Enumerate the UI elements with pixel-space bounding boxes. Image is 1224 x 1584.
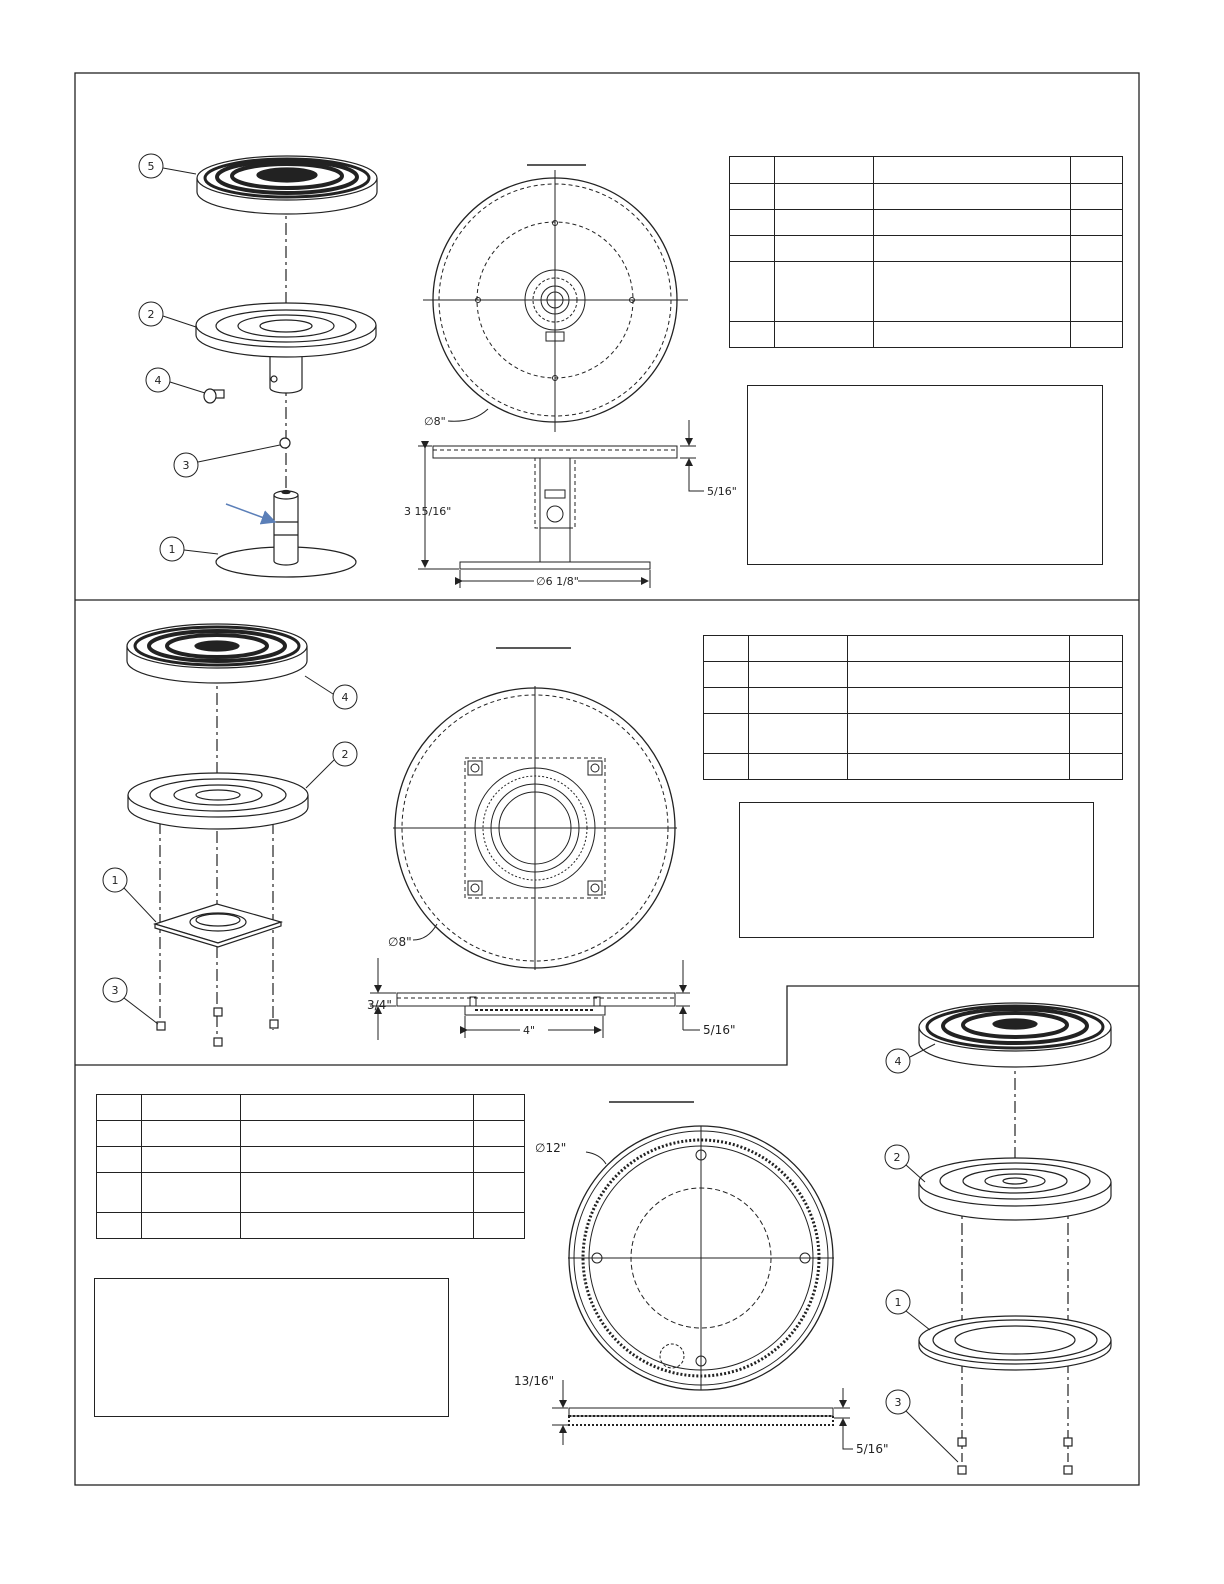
svg-text:2: 2 xyxy=(893,1151,901,1164)
balloon-3 xyxy=(103,978,158,1024)
dim-thickness: 5/16" xyxy=(707,485,737,498)
part-2-turntable xyxy=(196,303,376,393)
balloons-top xyxy=(139,154,280,561)
svg-text:3: 3 xyxy=(182,459,190,472)
balloon-4 xyxy=(305,676,357,709)
section-view-top xyxy=(404,420,737,588)
part-3-ball xyxy=(280,438,290,448)
notes-box-top xyxy=(747,385,1103,565)
balloon-5 xyxy=(139,154,196,178)
section-middle xyxy=(103,624,735,1046)
part-1-base-post xyxy=(216,491,356,578)
balloon-1 xyxy=(886,1290,930,1330)
plan-view-top xyxy=(423,165,688,432)
svg-text:3: 3 xyxy=(111,984,119,997)
balloon-1 xyxy=(103,868,156,922)
svg-text:4: 4 xyxy=(894,1055,902,1068)
dim-top-diameter: ∅12" xyxy=(535,1141,567,1155)
dim-base-diameter: ∅6 1/8" xyxy=(536,575,579,588)
balloon-1 xyxy=(160,537,218,561)
bom-table-middle xyxy=(703,635,1123,780)
svg-text:4: 4 xyxy=(154,374,162,387)
dim-width: 4" xyxy=(523,1024,536,1037)
part-3-bolts xyxy=(958,1438,1072,1474)
exploded-view-top xyxy=(196,156,377,577)
plan-view-middle xyxy=(388,648,677,970)
svg-text:1: 1 xyxy=(168,543,176,556)
svg-text:2: 2 xyxy=(341,748,349,761)
balloons-bottom xyxy=(885,1044,958,1462)
bom-table-top xyxy=(729,156,1123,348)
dim-thickness: 5/16" xyxy=(856,1442,889,1456)
part-1-bearing-ring xyxy=(919,1316,1111,1370)
notes-box-middle xyxy=(739,802,1094,938)
section-view-middle xyxy=(367,958,735,1040)
dim-height: 13/16" xyxy=(514,1374,555,1388)
dim-top-diameter: ∅8" xyxy=(388,935,412,949)
section-top xyxy=(139,154,737,588)
balloon-4 xyxy=(146,368,205,393)
plan-view-bottom xyxy=(535,1102,834,1390)
dim-height: 3 15/16" xyxy=(404,505,452,518)
svg-text:3: 3 xyxy=(894,1396,902,1409)
svg-text:4: 4 xyxy=(341,691,349,704)
notes-box-bottom xyxy=(94,1278,449,1417)
dim-thickness: 5/16" xyxy=(703,1023,736,1037)
svg-text:5: 5 xyxy=(147,160,155,173)
part-4-set-screw xyxy=(204,389,224,403)
svg-text:1: 1 xyxy=(111,874,119,887)
svg-text:1: 1 xyxy=(894,1296,902,1309)
balloon-2 xyxy=(306,742,357,788)
balloons-middle xyxy=(103,676,357,1024)
balloon-4 xyxy=(886,1044,935,1073)
balloon-3 xyxy=(886,1390,958,1462)
exploded-view-middle xyxy=(127,624,308,1046)
balloon-3 xyxy=(174,445,280,477)
part-2-turntable xyxy=(919,1158,1111,1220)
part-2-turntable xyxy=(128,773,308,829)
part-4-top-plate xyxy=(919,1003,1111,1067)
section-bottom xyxy=(514,1003,1111,1474)
svg-text:2: 2 xyxy=(147,308,155,321)
balloon-2 xyxy=(139,302,196,327)
dim-top-diameter: ∅8" xyxy=(424,415,446,428)
balloon-2 xyxy=(885,1145,925,1182)
part-4-top-plate xyxy=(127,624,307,683)
part-1-bearing-plate xyxy=(155,904,281,947)
dim-height: 3/4" xyxy=(367,998,392,1012)
bom-table-bottom xyxy=(96,1094,525,1239)
part-5-top-plate xyxy=(197,156,377,214)
exploded-view-bottom xyxy=(919,1003,1111,1474)
